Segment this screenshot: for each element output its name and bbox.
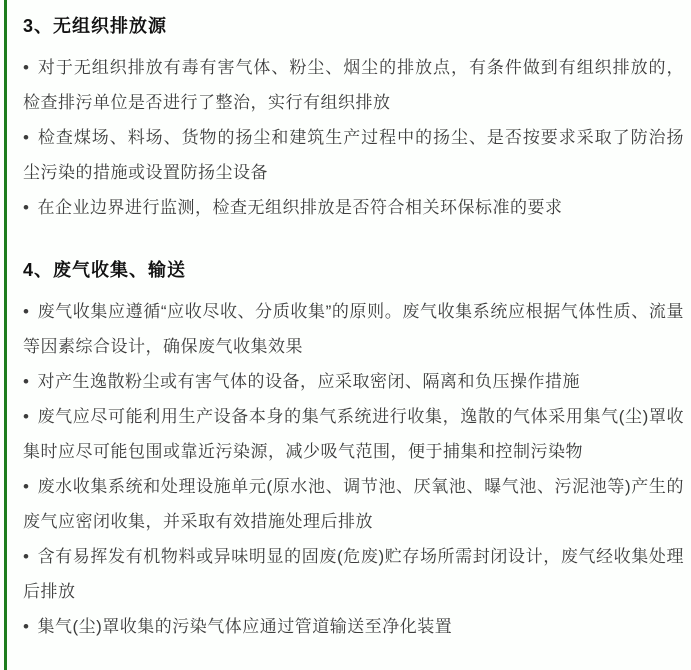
- bullet-text: 集气(尘)罩收集的污染气体应通过管道输送至净化装置: [37, 617, 453, 636]
- bullet-text: 含有易挥发有机物料或异味明显的固废(危废)贮存场所需封闭设计，废气经收集处理后排放: [23, 547, 684, 601]
- bullet-item: [23, 120, 684, 190]
- bullet-dot: •: [23, 477, 30, 496]
- bullet-item: [23, 364, 684, 399]
- bullet-item: [23, 469, 684, 539]
- bullet-item: [23, 190, 684, 225]
- section-heading-4: 4、废气收集、输送: [23, 260, 187, 280]
- bullet-text: 对于无组织排放有毒有害气体、粉尘、烟尘的排放点，有条件做到有组织排放的，检查排污单位是否进行了整治，实行有组织排放: [23, 58, 684, 112]
- bullet-text: 对产生逸散粉尘或有害气体的设备，应采取密闭、隔离和负压操作措施: [37, 372, 580, 391]
- bullet-dot: •: [23, 407, 30, 426]
- section-heading-3: 3、无组织排放源: [23, 16, 168, 36]
- bullet-text: 检查煤场、料场、货物的扬尘和建筑生产过程中的扬尘、是否按要求采取了防治扬尘污染的措施或设置防扬尘设备: [23, 128, 684, 182]
- bullet-dot: •: [23, 617, 30, 636]
- bullet-dot: •: [23, 128, 30, 147]
- bullet-text: 废气收集应遵循“应收尽收、分质收集”的原则。废气收集系统应根据气体性质、流量等因素综合设计，确保废气收集效果: [23, 302, 684, 356]
- bullet-item: [23, 50, 684, 120]
- bullet-dot: •: [23, 198, 30, 217]
- bullet-text: 废气应尽可能利用生产设备本身的集气系统进行收集，逸散的气体采用集气(尘)罩收集时应尽可能包围或靠近污染源，减少吸气范围，便于捕集和控制污染物: [23, 407, 684, 461]
- bullet-dot: •: [23, 58, 30, 77]
- bullet-dot: •: [23, 302, 30, 321]
- bullet-item: [23, 609, 684, 644]
- bullet-item: [23, 294, 684, 364]
- bullet-text: 废水收集系统和处理设施单元(原水池、调节池、厌氧池、曝气池、污泥池等)产生的废气应密闭收集，并采取有效措施处理后排放: [23, 477, 684, 531]
- bullet-text: 在企业边界进行监测，检查无组织排放是否符合相关环保标准的要求: [37, 198, 563, 217]
- left-border-line: [4, 0, 7, 670]
- bullet-item: [23, 399, 684, 469]
- bullet-item: [23, 539, 684, 609]
- bullet-dot: •: [23, 547, 30, 566]
- bullet-dot: •: [23, 372, 30, 391]
- article-content: [23, 9, 684, 644]
